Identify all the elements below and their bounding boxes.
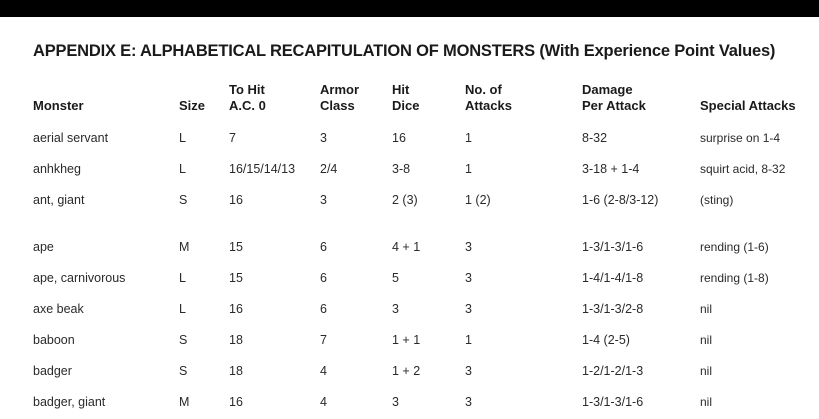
cell-special-attacks: nil bbox=[700, 364, 713, 378]
cell-armor-class: 6 bbox=[320, 271, 327, 285]
cell-armor-class: 2/4 bbox=[320, 162, 338, 176]
cell-armor-class: 3 bbox=[320, 193, 327, 207]
cell-hit-dice: 5 bbox=[392, 271, 399, 285]
cell-monster: badger bbox=[33, 364, 72, 378]
cell-special-attacks: nil bbox=[700, 395, 713, 409]
table-row bbox=[0, 162, 819, 182]
cell-to-hit: 16/15/14/13 bbox=[229, 162, 296, 176]
cell-to-hit: 16 bbox=[229, 193, 243, 207]
cell-monster: ant, giant bbox=[33, 193, 85, 207]
cell-hit-dice: 3 bbox=[392, 395, 399, 409]
header-hit-dice bbox=[392, 82, 419, 114]
header-monster: Monster bbox=[33, 98, 84, 113]
table-row bbox=[0, 302, 819, 322]
cell-damage: 3-18 + 1-4 bbox=[582, 162, 640, 176]
cell-special-attacks: rending (1-8) bbox=[700, 271, 769, 285]
cell-damage: 1-4 (2-5) bbox=[582, 333, 630, 347]
top-black-bar bbox=[0, 0, 819, 17]
cell-size: S bbox=[179, 193, 188, 207]
cell-special-attacks: rending (1-6) bbox=[700, 240, 769, 254]
cell-to-hit: 18 bbox=[229, 333, 243, 347]
cell-hit-dice: 1 + 1 bbox=[392, 333, 421, 347]
cell-armor-class: 6 bbox=[320, 240, 327, 254]
cell-damage: 1-3/1-3/1-6 bbox=[582, 240, 644, 254]
cell-size: L bbox=[179, 271, 186, 285]
header-attacks-line1: No. of bbox=[465, 82, 502, 97]
cell-size: L bbox=[179, 131, 186, 145]
cell-attacks: 3 bbox=[465, 240, 472, 254]
cell-special-attacks: nil bbox=[700, 302, 713, 316]
table-row bbox=[0, 240, 819, 260]
cell-monster: anhkheg bbox=[33, 162, 81, 176]
cell-monster: badger, giant bbox=[33, 395, 106, 409]
header-attacks bbox=[465, 82, 512, 114]
cell-attacks: 3 bbox=[465, 395, 472, 409]
cell-damage: 1-4/1-4/1-8 bbox=[582, 271, 644, 285]
cell-armor-class: 4 bbox=[320, 395, 327, 409]
cell-attacks: 1 bbox=[465, 162, 472, 176]
header-armor-line2: Class bbox=[320, 98, 355, 113]
header-damage bbox=[582, 82, 646, 114]
cell-attacks: 1 bbox=[465, 333, 472, 347]
cell-monster: ape, carnivorous bbox=[33, 271, 126, 285]
table-row bbox=[0, 193, 819, 213]
cell-size: M bbox=[179, 240, 190, 254]
cell-to-hit: 16 bbox=[229, 302, 243, 316]
cell-to-hit: 7 bbox=[229, 131, 236, 145]
table-row bbox=[0, 271, 819, 291]
cell-hit-dice: 16 bbox=[392, 131, 406, 145]
cell-monster: ape bbox=[33, 240, 54, 254]
page-title: APPENDIX E: ALPHABETICAL RECAPITULATION OF MONSTERS (With Experience Point Values) bbox=[33, 42, 776, 60]
header-to-hit bbox=[229, 82, 266, 114]
cell-to-hit: 18 bbox=[229, 364, 243, 378]
cell-hit-dice: 3-8 bbox=[392, 162, 411, 176]
cell-armor-class: 4 bbox=[320, 364, 327, 378]
cell-attacks: 1 bbox=[465, 131, 472, 145]
cell-hit-dice: 1 + 2 bbox=[392, 364, 421, 378]
cell-monster: axe beak bbox=[33, 302, 84, 316]
table-row bbox=[0, 364, 819, 384]
header-hit-line1: Hit bbox=[392, 82, 410, 97]
cell-attacks: 3 bbox=[465, 271, 472, 285]
cell-to-hit: 15 bbox=[229, 240, 243, 254]
cell-hit-dice: 4 + 1 bbox=[392, 240, 421, 254]
header-armor-class bbox=[320, 82, 359, 114]
cell-special-attacks: (sting) bbox=[700, 193, 734, 207]
cell-armor-class: 3 bbox=[320, 131, 327, 145]
cell-damage: 1-3/1-3/1-6 bbox=[582, 395, 644, 409]
cell-to-hit: 15 bbox=[229, 271, 243, 285]
header-attacks-line2: Attacks bbox=[465, 98, 512, 113]
table-row bbox=[0, 131, 819, 151]
header-damage-line1: Damage bbox=[582, 82, 633, 97]
cell-size: M bbox=[179, 395, 190, 409]
cell-to-hit: 16 bbox=[229, 395, 243, 409]
cell-special-attacks: nil bbox=[700, 333, 713, 347]
header-special-attacks: Special Attacks bbox=[700, 98, 796, 113]
cell-hit-dice: 3 bbox=[392, 302, 399, 316]
cell-armor-class: 7 bbox=[320, 333, 327, 347]
header-hit-line2: Dice bbox=[392, 98, 420, 113]
cell-size: S bbox=[179, 364, 188, 378]
cell-attacks: 3 bbox=[465, 302, 472, 316]
cell-monster: baboon bbox=[33, 333, 75, 347]
header-to-hit-line1: To Hit bbox=[229, 82, 265, 97]
header-armor-line1: Armor bbox=[320, 82, 360, 97]
cell-size: S bbox=[179, 333, 188, 347]
header-size: Size bbox=[179, 98, 206, 113]
cell-damage: 8-32 bbox=[582, 131, 608, 145]
cell-special-attacks: squirt acid, 8-32 bbox=[700, 162, 786, 176]
cell-size: L bbox=[179, 162, 186, 176]
cell-armor-class: 6 bbox=[320, 302, 327, 316]
cell-damage: 1-6 (2-8/3-12) bbox=[582, 193, 659, 207]
cell-damage: 1-2/1-2/1-3 bbox=[582, 364, 644, 378]
cell-attacks: 3 bbox=[465, 364, 472, 378]
table-row bbox=[0, 395, 819, 415]
header-damage-line2: Per Attack bbox=[582, 98, 646, 113]
cell-hit-dice: 2 (3) bbox=[392, 193, 418, 207]
cell-size: L bbox=[179, 302, 186, 316]
cell-special-attacks: surprise on 1-4 bbox=[700, 131, 781, 145]
cell-attacks: 1 (2) bbox=[465, 193, 491, 207]
header-to-hit-line2: A.C. 0 bbox=[229, 98, 266, 113]
table-row bbox=[0, 333, 819, 353]
cell-damage: 1-3/1-3/2-8 bbox=[582, 302, 644, 316]
cell-monster: aerial servant bbox=[33, 131, 109, 145]
